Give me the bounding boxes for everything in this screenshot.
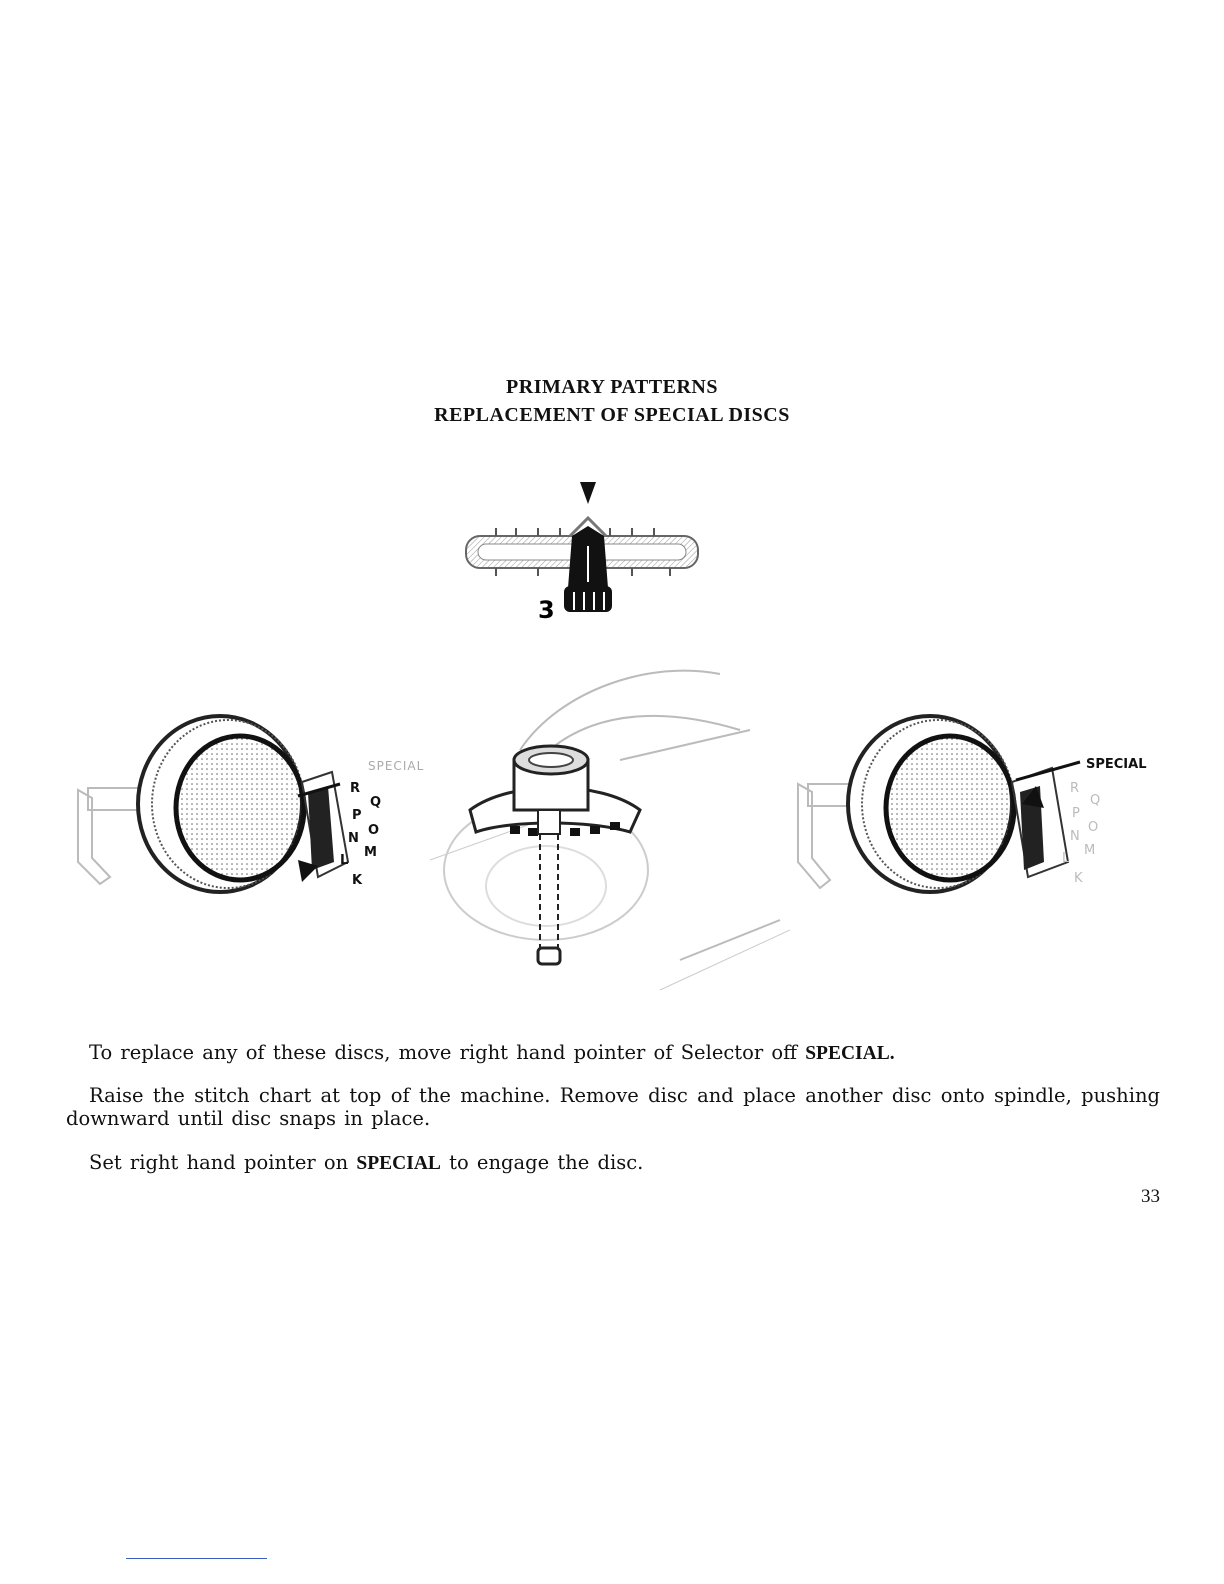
scale-letter-o: O: [368, 823, 380, 838]
special-emphasis: SPECIAL.: [805, 1043, 895, 1064]
instruction-paragraph-2: Raise the stitch chart at top of the machine. Remove disc and place another disc onto spindle, pushing downward until disc snaps in place.: [66, 1084, 1160, 1130]
page-subtitle: REPLACEMENT OF SPECIAL DISCS: [434, 404, 790, 426]
special-scale-label: SPECIAL: [368, 759, 425, 773]
scale-letter-m: M: [364, 845, 377, 860]
instruction-paragraph-1: To replace any of these discs, move right hand pointer of Selector off SPECIAL.: [89, 1041, 895, 1064]
scale-letter-r-faded: R: [1070, 781, 1080, 796]
left-dial-figure: [70, 712, 440, 898]
scale-letter-q: Q: [370, 795, 382, 810]
scale-letter-l-faded: L: [1062, 851, 1070, 866]
scale-letter-k-faded: K: [1074, 871, 1083, 886]
scale-letter-n-faded: N: [1070, 829, 1080, 844]
scale-letter-k: K: [352, 873, 363, 888]
special-scale-label-active: SPECIAL: [1086, 757, 1147, 772]
scale-letter-p: P: [352, 808, 362, 823]
page-number: 33: [1141, 1186, 1160, 1207]
instruction-paragraph-3: Set right hand pointer on SPECIAL to engage the disc.: [89, 1151, 644, 1174]
page-title: PRIMARY PATTERNS: [506, 376, 718, 398]
disc-spindle-figure: [420, 660, 790, 1010]
selector-pointer-figure: [460, 476, 710, 626]
special-emphasis: SPECIAL: [356, 1153, 441, 1174]
footer-rule: [126, 1558, 267, 1559]
scale-letter-l: L: [340, 853, 349, 868]
scale-letter-m-faded: M: [1084, 843, 1096, 858]
scale-letter-p-faded: P: [1072, 806, 1080, 821]
scale-letter-n: N: [348, 831, 359, 846]
scale-letter-r: R: [350, 781, 361, 796]
scale-letter-o-faded: O: [1088, 820, 1099, 835]
step-number-label: 3: [538, 596, 555, 624]
right-dial-figure: [790, 712, 1170, 898]
down-arrow-icon: [580, 482, 596, 504]
scale-letter-q-faded: Q: [1090, 793, 1101, 808]
